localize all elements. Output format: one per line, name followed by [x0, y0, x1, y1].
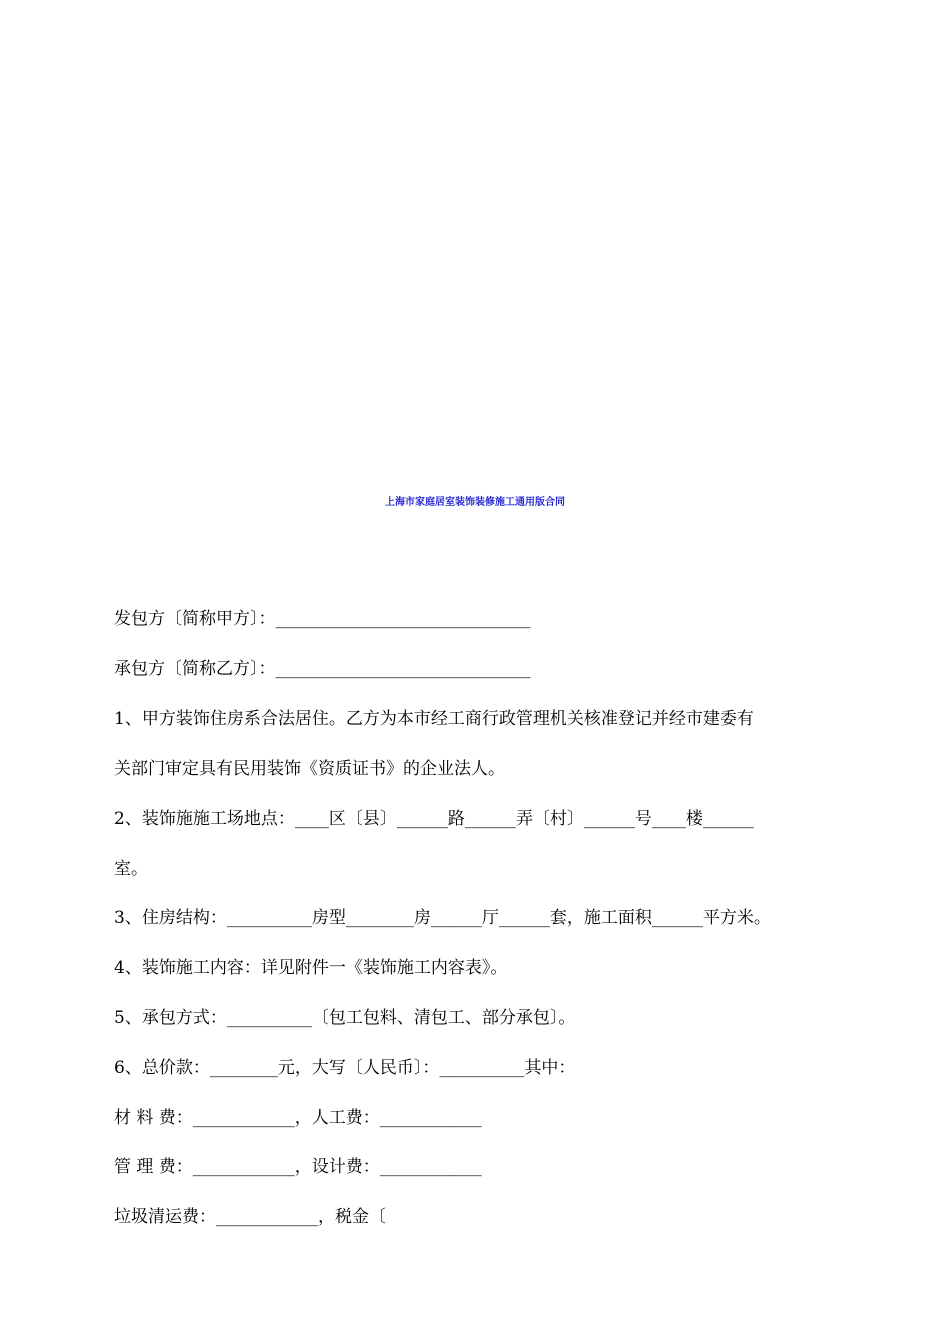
clause-1-line-2: 关部门审定具有民用装饰《资质证书》的企业法人。 [114, 759, 505, 779]
clause-6: 6、总价款：________元，大写〔人民币〕：__________其中： [114, 1058, 576, 1078]
clause-2-line-2: 室。 [114, 859, 148, 879]
clause-3: 3、住房结构：__________房型________房______厅______套，施工面积______平方米。 [114, 908, 771, 928]
document-title: 上海市家庭居室装饰装修施工通用版合同 [385, 497, 565, 508]
fee-line-materials: 材 料 费：____________，人工费：____________ [114, 1108, 482, 1128]
clause-4: 4、装饰施工内容：详见附件一《装饰施工内容表》。 [114, 958, 508, 978]
clause-5: 5、承包方式：__________〔包工包料、清包工、部分承包〕。 [114, 1008, 576, 1028]
line-party-a: 发包方〔简称甲方〕：______________________________ [114, 609, 531, 629]
clause-2-line-1: 2、装饰施施工场地点：____区〔县〕______路______弄〔村〕______号____楼______ [114, 809, 754, 829]
fee-line-waste: 垃圾清运费：____________，税金〔 [114, 1207, 386, 1227]
clause-1-line-1: 1、甲方装饰住房系合法居住。乙方为本市经工商行政管理机关核准登记并经市建委有 [114, 709, 754, 729]
line-party-b: 承包方〔简称乙方〕：______________________________ [114, 659, 531, 679]
fee-line-management: 管 理 费：____________，设计费：____________ [114, 1157, 482, 1177]
